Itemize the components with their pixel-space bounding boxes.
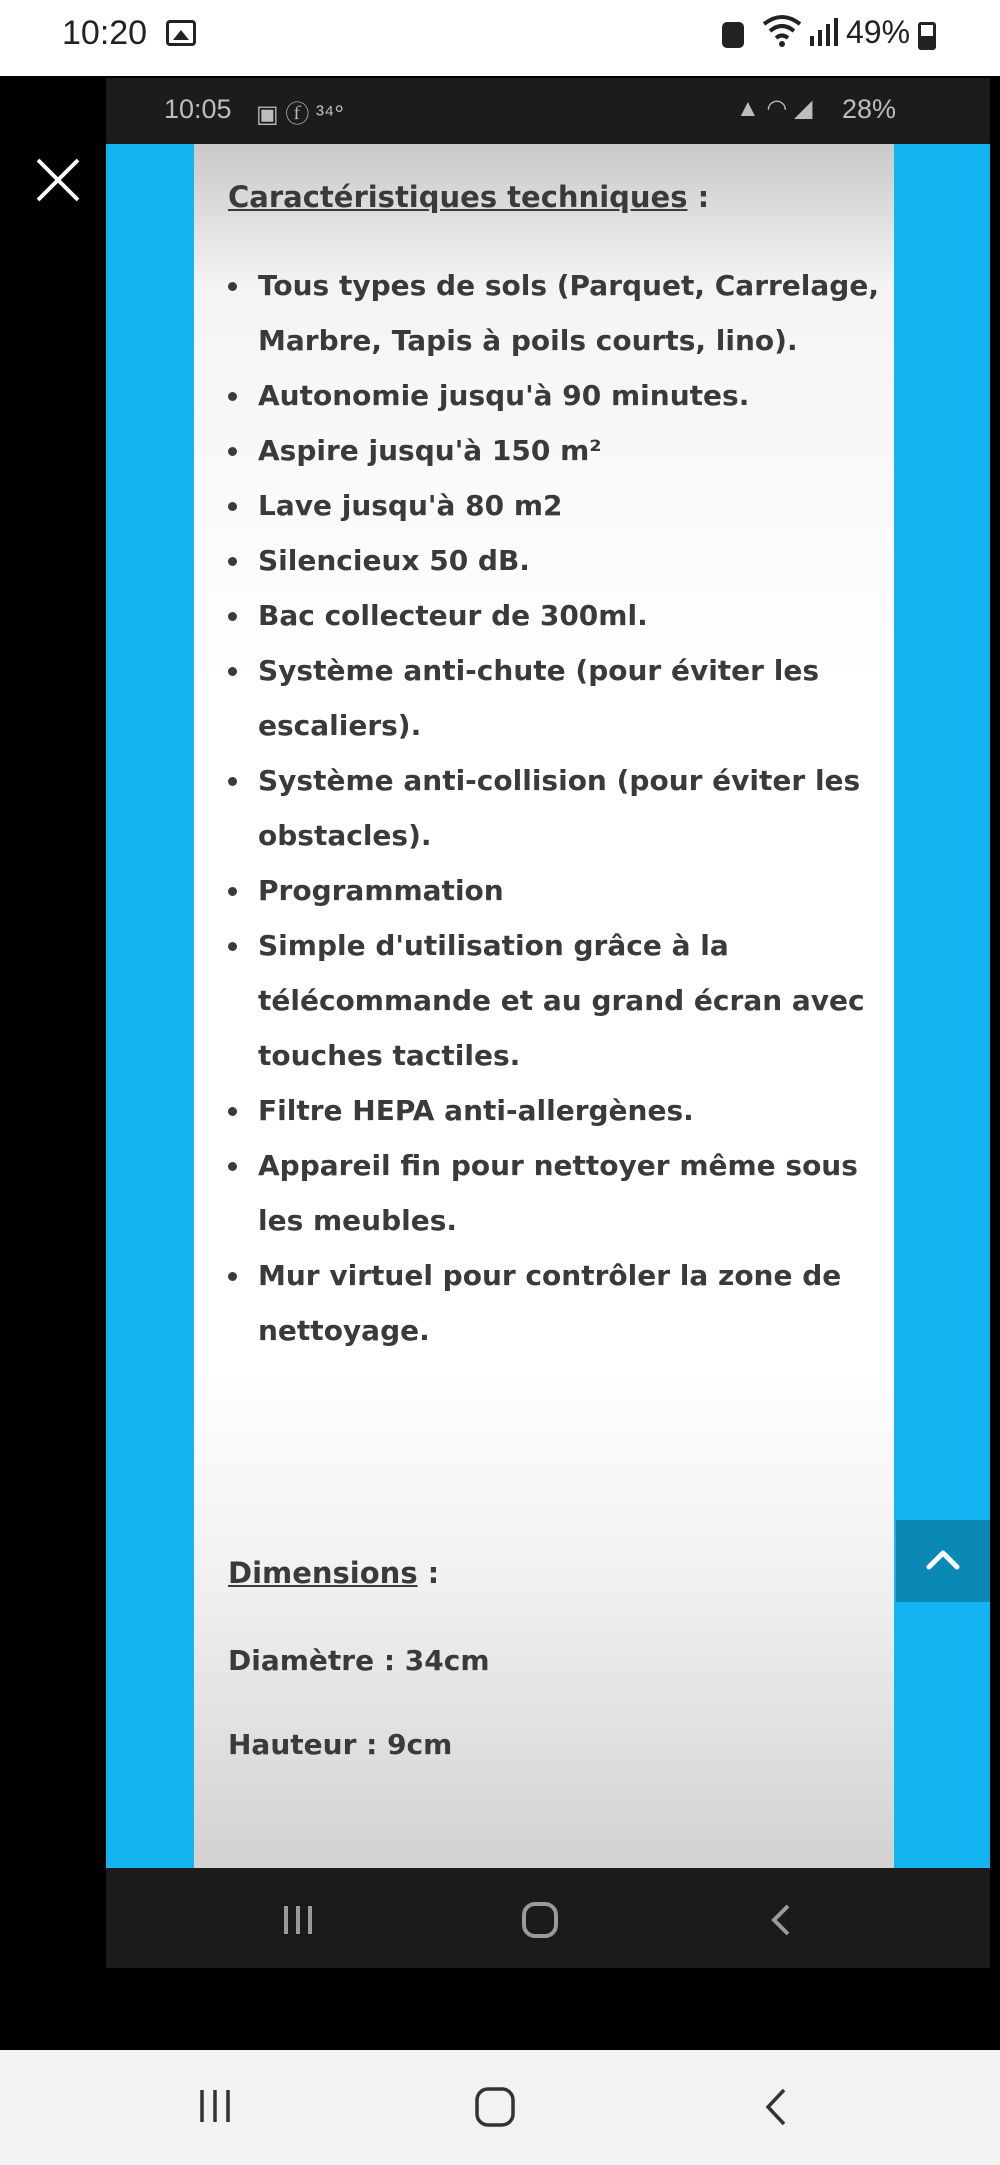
feature-list [216,258,892,1358]
back-icon [766,1902,796,1938]
inner-system-icons: ▲ ◠ ◢ [736,95,813,122]
list-item: • Silencieux 50 dB. [252,533,892,588]
list-item: • Filtre HEPA anti-allergènes. [252,1083,892,1138]
inner-notification-icons: ▣ ⓕ ³⁴° [256,101,344,128]
inner-status-bar [106,78,990,140]
lock-icon [722,22,744,48]
section-title-text: Caractéristiques techniques [228,180,688,214]
height-text: Hauteur : 9cm [228,1728,453,1761]
navigation-bar [0,2050,1000,2165]
section-title [228,180,709,214]
list-item: • Bac collecteur de 300ml. [252,588,892,643]
list-item: • Système anti-chute (pour éviter les escaliers). [252,643,892,753]
dimensions-title-text: Dimensions [228,1556,418,1590]
recent-apps-icon[interactable] [194,2086,236,2126]
list-item: • Lave jusqu'à 80 m2 [252,478,892,533]
battery-percent: 49% [846,14,911,50]
list-item: • Autonomie jusqu'à 90 minutes. [252,368,892,423]
gallery-icon [166,20,196,46]
inner-navigation-bar [106,1868,990,1968]
diameter-text: Diamètre : 34cm [228,1644,490,1677]
list-item: • Tous types de sols (Parquet, Carrelage, Marbre, Tapis à poils courts, lino). [252,258,892,368]
list-item: • Simple d'utilisation grâce à la télécommande et au grand écran avec touches tactiles. [252,918,892,1083]
home-icon [520,1902,560,1938]
recent-apps-icon [278,1902,318,1938]
status-time: 10:20 [62,14,148,52]
dimensions-title [228,1556,439,1590]
status-bar [0,0,1000,76]
signal-icon [806,14,840,55]
embedded-screenshot [106,78,990,1968]
list-item: • Aspire jusqu'à 150 m² [252,423,892,478]
list-item: • Appareil fin pour nettoyer même sous les meubles. [252,1138,892,1248]
chevron-up-icon [896,1520,990,1602]
scroll-to-top-button[interactable] [896,1520,990,1602]
dimensions-title-colon: : [417,1556,440,1590]
list-item: • Programmation [252,863,892,918]
close-icon[interactable] [30,152,86,208]
battery-icon [918,22,936,50]
section-title-colon: : [687,180,710,214]
list-item: • Mur virtuel pour contrôler la zone de nettoyage. [252,1248,892,1358]
list-item: • Système anti-collision (pour éviter les obstacles). [252,753,892,863]
home-icon[interactable] [474,2086,516,2128]
inner-battery-percent: 28% [842,94,897,124]
wifi-icon [762,14,802,56]
inner-status-time: 10:05 [164,94,232,124]
back-icon[interactable] [760,2086,792,2128]
